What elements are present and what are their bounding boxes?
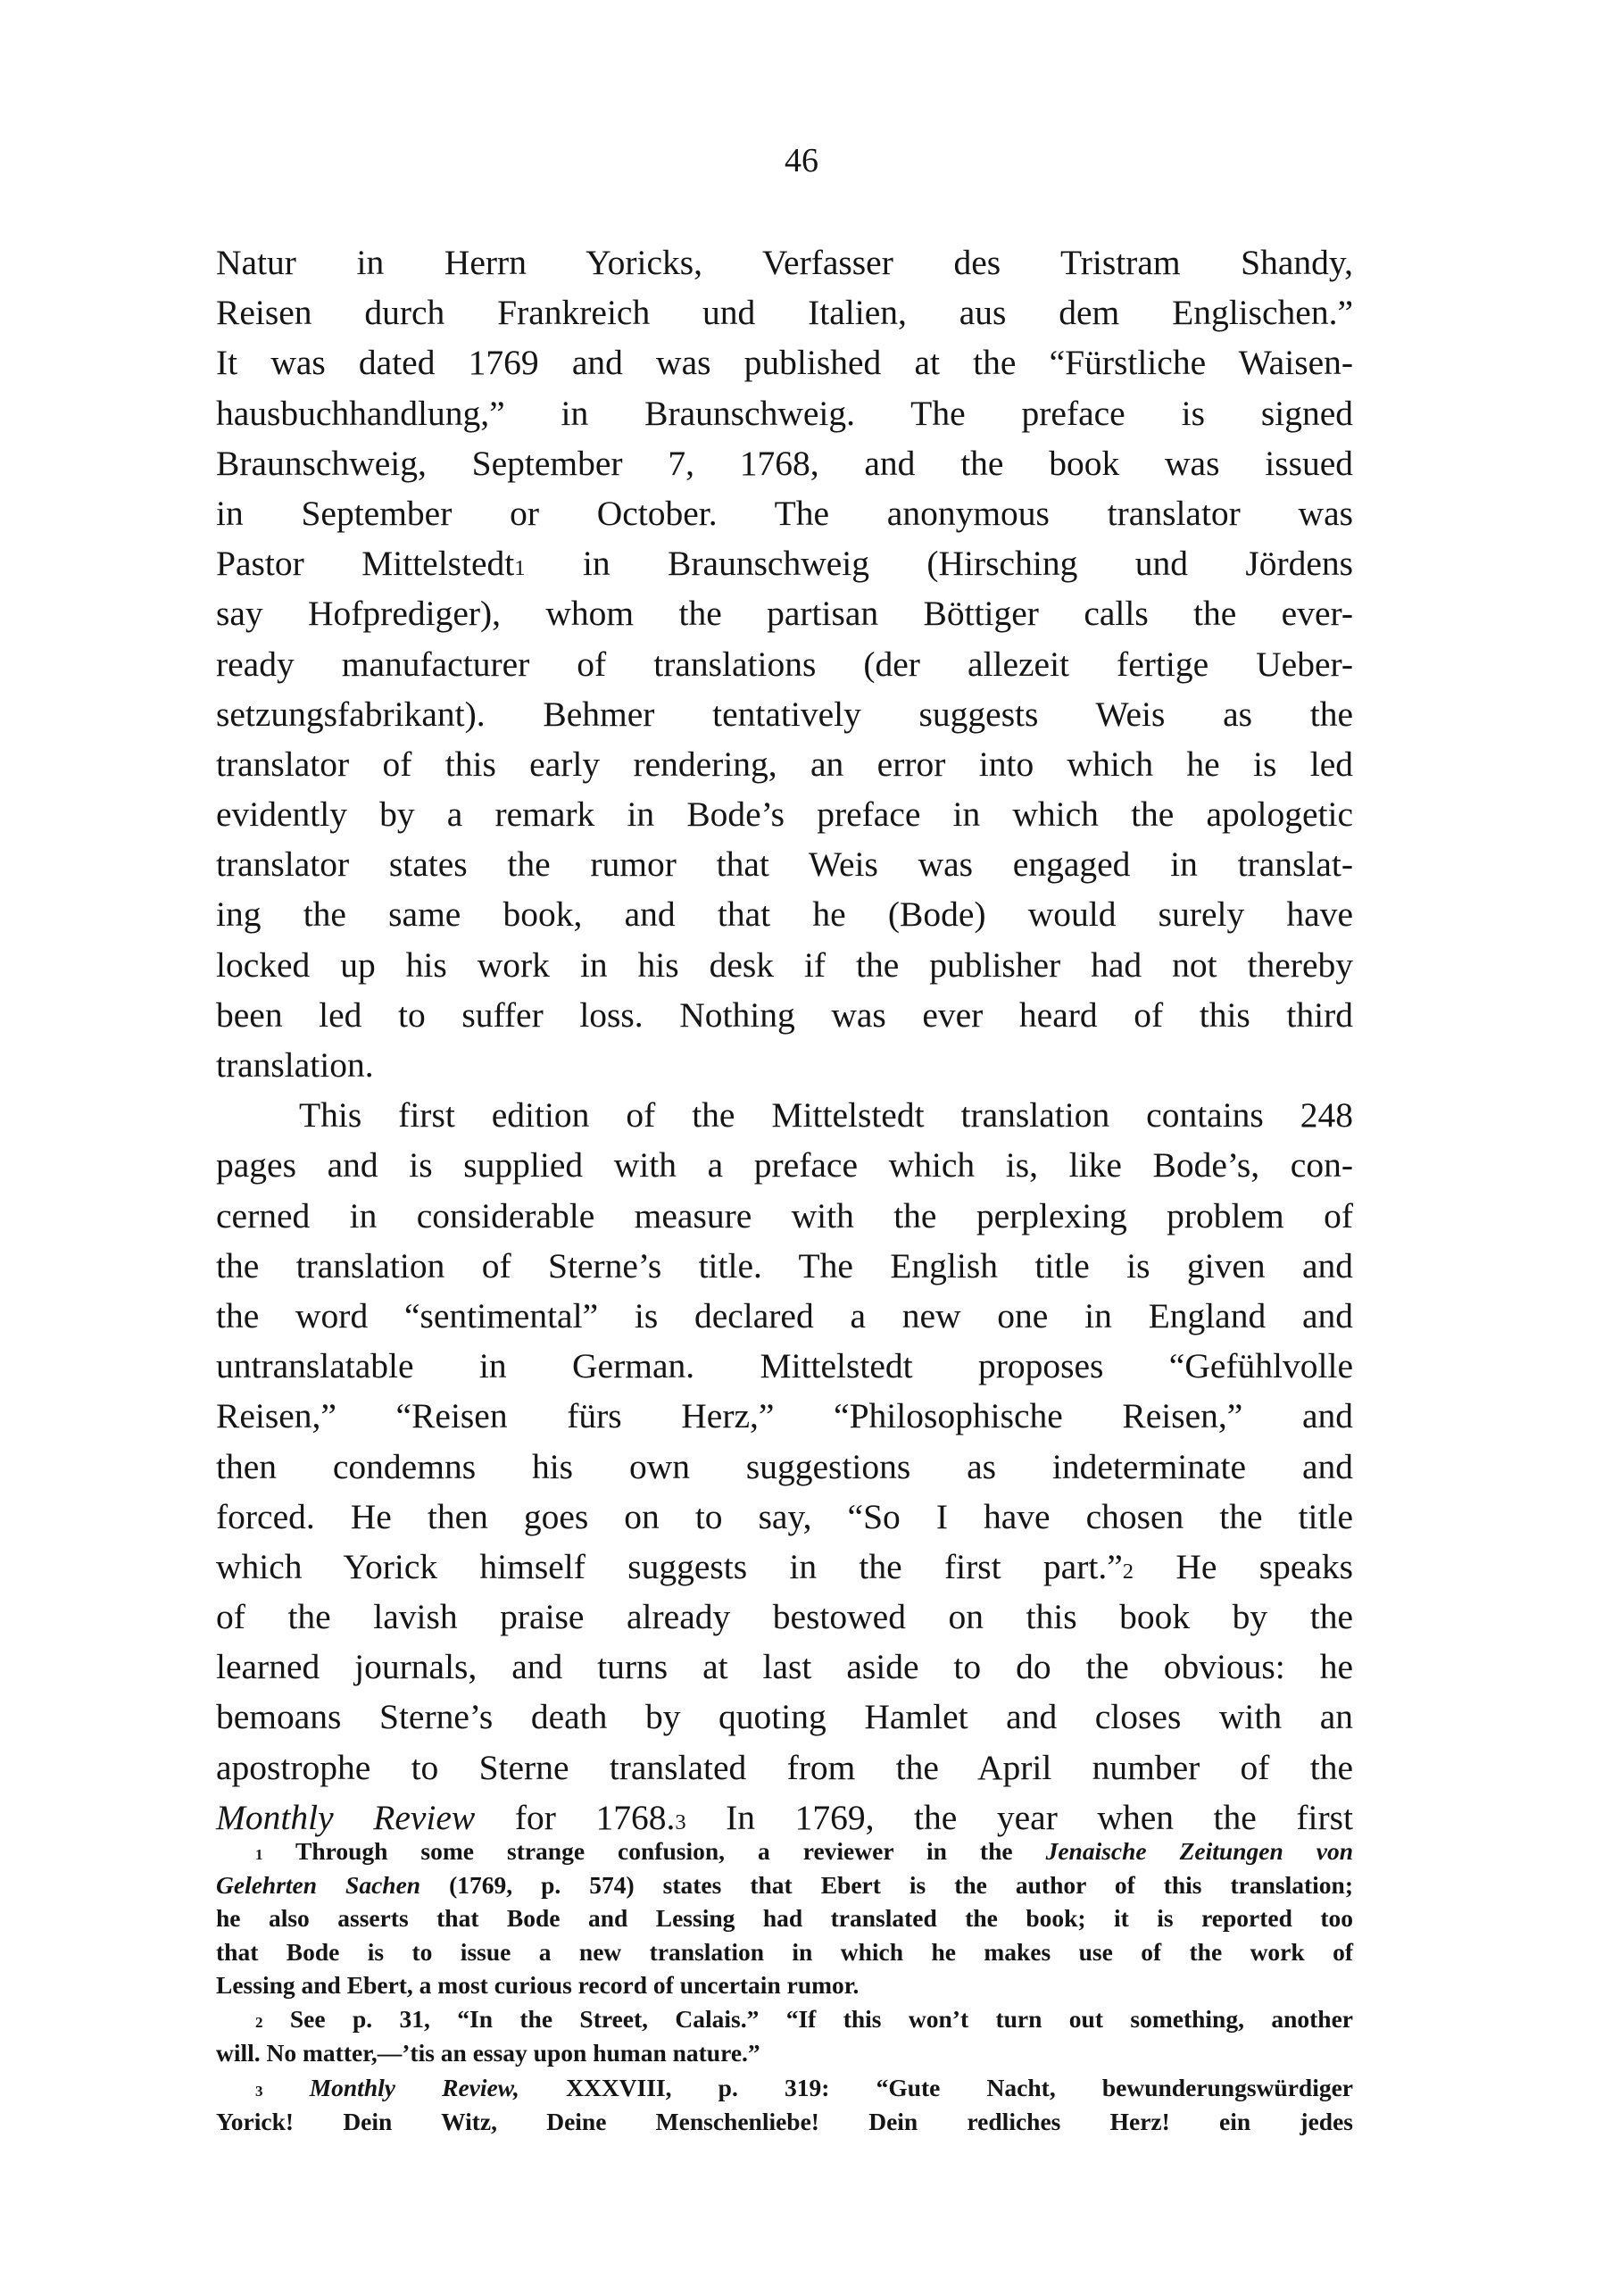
body-line xyxy=(216,1140,1353,1190)
text-run: This first edition of the Mittelstedt translation contains 248 xyxy=(299,1095,1353,1136)
text-run: locked up his work in his desk if the publisher had not thereby xyxy=(216,944,1353,985)
text-run: of the lavish praise already bestowed on this book by the xyxy=(216,1597,1353,1637)
text-run: in September or October. The anonymous translator was xyxy=(216,493,1353,533)
text-run: Braunschweig, September 7, 1768, and the book was issued xyxy=(216,443,1353,483)
body-line xyxy=(216,1241,1353,1291)
body-line xyxy=(216,839,1353,889)
body-line xyxy=(216,789,1353,839)
text-run: Yorick! Dein Witz, Deine Menschenliebe! Dein redliches Herz! ein jedes xyxy=(216,2107,1353,2135)
body-line xyxy=(216,538,1353,588)
footnote-line xyxy=(216,2105,1353,2139)
text-run: He speaks xyxy=(1134,1546,1354,1586)
body-line xyxy=(216,1542,1353,1592)
body-line xyxy=(216,689,1353,739)
text-run: will. No matter,—’tis an essay upon human nature.” xyxy=(216,2038,760,2067)
italic-title: Jenaische Zeitungen von xyxy=(1045,1837,1353,1865)
footnote-line xyxy=(216,1935,1353,1969)
body-line xyxy=(216,588,1353,638)
italic-title: Gelehrten Sachen xyxy=(216,1870,421,1899)
text-run: Reisen durch Frankreich und Italien, aus dem Englischen.” xyxy=(216,293,1353,333)
text-run: In 1769, the year when the first xyxy=(685,1797,1353,1837)
body-line xyxy=(216,1743,1353,1793)
footnote-marker: 3 xyxy=(255,2083,263,2101)
body-line xyxy=(216,337,1353,387)
body-line xyxy=(216,739,1353,789)
text-run: ing the same book, and that he (Bode) would surely have xyxy=(216,894,1353,935)
body-line xyxy=(216,1291,1353,1341)
body-line xyxy=(216,1040,1353,1090)
text-run: setzungsfabrikant). Behmer tentatively suggests Weis as the xyxy=(216,694,1353,734)
footnote-line xyxy=(216,1901,1353,1935)
footnote-line xyxy=(216,2002,1353,2036)
text-run: then condemns his own suggestions as indeterminate and xyxy=(216,1446,1353,1486)
body-line xyxy=(216,1090,1353,1140)
body-line xyxy=(216,287,1353,337)
text-run: forced. He then goes on to say, “So I have chosen the title xyxy=(216,1496,1353,1536)
text-run xyxy=(263,2074,310,2101)
body-line xyxy=(216,438,1353,488)
body-line xyxy=(216,237,1353,287)
italic-title: Monthly Review xyxy=(216,1797,476,1837)
text-run: translation. xyxy=(216,1045,374,1085)
text-run: hausbuchhandlung,” in Braunschweig. The preface is signed xyxy=(216,393,1353,433)
text-run: Reisen,” “Reisen fürs Herz,” “Philosophische Reisen,” and xyxy=(216,1396,1353,1436)
body-line xyxy=(216,1642,1353,1692)
footnote-marker: 3 xyxy=(675,1809,686,1834)
text-run: which Yorick himself suggests in the first part.” xyxy=(216,1546,1123,1586)
text-run: the translation of Sterne’s title. The English title is given and xyxy=(216,1245,1353,1285)
footnote-marker: 2 xyxy=(1122,1559,1134,1584)
text-run: pages and is supplied with a preface which is, like Bode’s, con- xyxy=(216,1145,1353,1185)
text-run: Pastor Mittelstedt xyxy=(216,544,515,584)
text-run: translator states the rumor that Weis was engaged in translat- xyxy=(216,844,1353,885)
italic-title: Monthly Review, xyxy=(309,2074,519,2102)
body-line xyxy=(216,488,1353,538)
body-line xyxy=(216,639,1353,689)
text-run: evidently by a remark in Bode’s preface in which the apologetic xyxy=(216,794,1353,835)
text-run: in Braunschweig (Hirsching und Jördens xyxy=(525,544,1354,584)
text-run: he also asserts that Bode and Lessing had translated the book; it is reported too xyxy=(216,1904,1353,1933)
text-run: XXXVIII, p. 319: “Gute Nacht, bewunderungswürdiger xyxy=(519,2074,1354,2102)
body-line xyxy=(216,889,1353,939)
text-run: cerned in considerable measure with the perplexing problem of xyxy=(216,1195,1353,1235)
footnote-line xyxy=(216,1968,1353,2002)
body-line xyxy=(216,388,1353,438)
text-run: that Bode is to issue a new translation in which he makes use of the work of xyxy=(216,1937,1353,1966)
footnote-line xyxy=(216,2036,1353,2070)
footnote-line xyxy=(216,2071,1353,2105)
text-run: Natur in Herrn Yoricks, Verfasser des Tristram Shandy, xyxy=(216,243,1353,282)
text-run: apostrophe to Sterne translated from the April number of the xyxy=(216,1747,1353,1787)
footnote-marker: 1 xyxy=(255,1846,263,1863)
text-run: (1769, p. 574) states that Ebert is the author of this translation; xyxy=(420,1870,1353,1899)
body-line xyxy=(216,1442,1353,1492)
text-run: Lessing and Ebert, a most curious record of uncertain rumor. xyxy=(216,1971,860,2000)
text-run: been led to suffer loss. Nothing was ever heard of this third xyxy=(216,994,1353,1035)
footnote-line xyxy=(216,1834,1353,1868)
body-line xyxy=(216,1592,1353,1642)
body-line xyxy=(216,1341,1353,1391)
footnote-marker: 2 xyxy=(255,2013,263,2031)
body-line xyxy=(216,940,1353,990)
footnotes xyxy=(216,1834,1353,2138)
body-line xyxy=(216,1692,1353,1742)
text-run: for 1768. xyxy=(475,1797,676,1837)
body-line xyxy=(216,990,1353,1040)
text-run: See p. 31, “In the Street, Calais.” “If this won’t turn out something, another xyxy=(262,2004,1353,2033)
text-run: say Hofprediger), whom the partisan Böttiger calls the ever- xyxy=(216,594,1353,634)
text-run: the word “sentimental” is declared a new one in England and xyxy=(216,1295,1353,1335)
text-run: untranslatable in German. Mittelstedt proposes “Gefühlvolle xyxy=(216,1346,1353,1386)
text-run: bemoans Sterne’s death by quoting Hamlet and closes with an xyxy=(216,1697,1353,1737)
text-run: It was dated 1769 and was published at the “Fürstliche Waisen- xyxy=(216,343,1353,383)
body-line xyxy=(216,1492,1353,1542)
text-run: ready manufacturer of translations (der allezeit fertige Ueber- xyxy=(216,644,1353,684)
text-run: translator of this early rendering, an error into which he is led xyxy=(216,744,1353,784)
body-line xyxy=(216,1191,1353,1241)
body-line xyxy=(216,1391,1353,1441)
text-run: Through some strange confusion, a reviewer in the xyxy=(262,1837,1046,1865)
body-text xyxy=(216,237,1353,1843)
footnote-marker: 1 xyxy=(514,556,526,581)
text-run: learned journals, and turns at last aside to do the obvious: he xyxy=(216,1647,1353,1687)
footnote-line xyxy=(216,1868,1353,1902)
page-number: 46 xyxy=(785,142,818,179)
